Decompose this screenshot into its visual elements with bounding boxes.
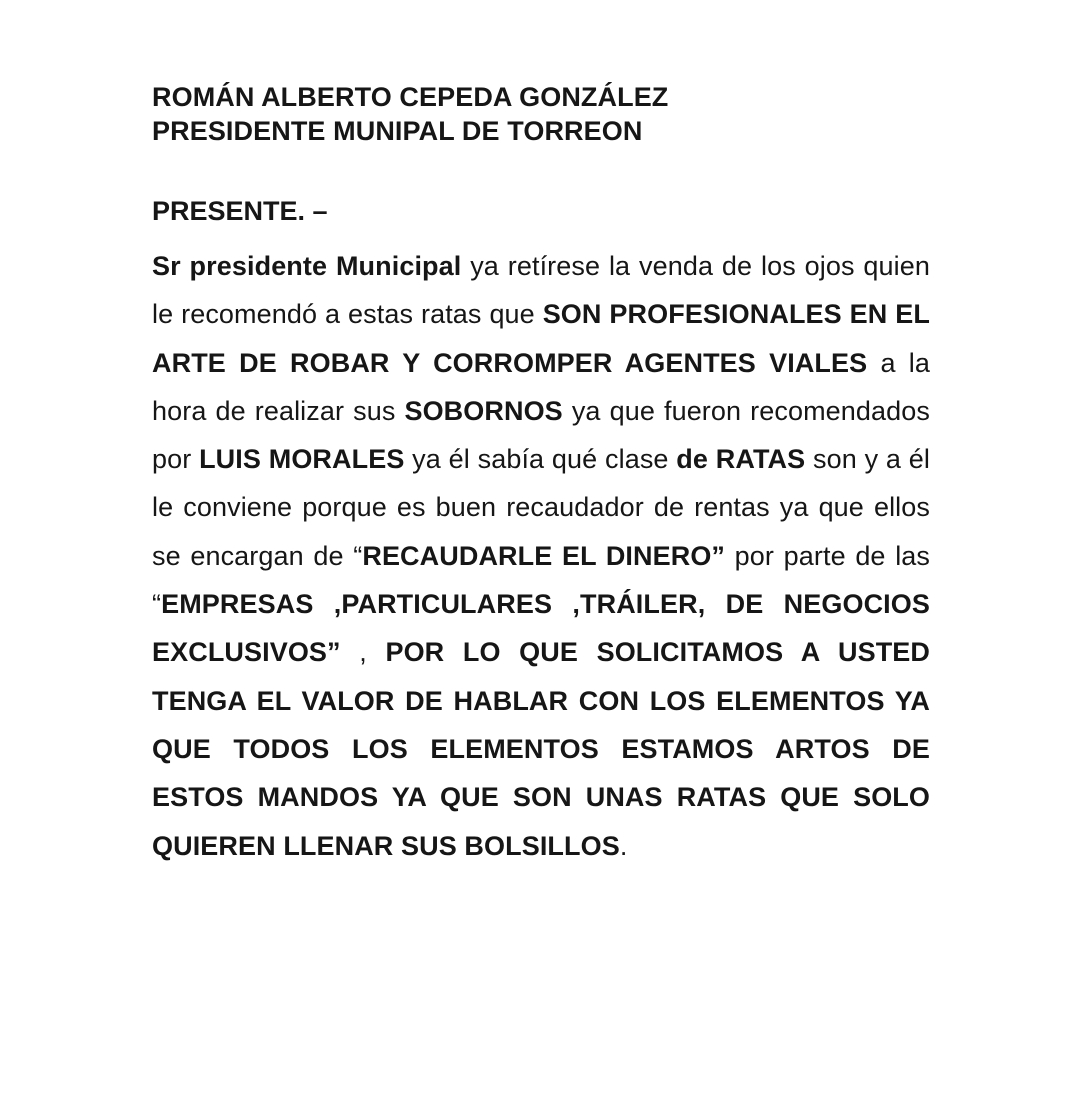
body-segment: por parte de las “ (152, 540, 931, 620)
letter-body (152, 242, 930, 870)
letter-header (152, 80, 930, 148)
body-segment: LUIS MORALES (199, 444, 405, 475)
body-segment: de RATAS (676, 444, 806, 475)
recipient-title: PRESIDENTE MUNIPAL DE TORREON (152, 116, 643, 146)
body-segment: , (340, 637, 386, 668)
body-segment: RECAUDARLE EL DINERO” (362, 540, 726, 571)
body-segment: a la hora de realizar sus (152, 347, 930, 426)
body-segment: Sr presidente Municipal (152, 251, 462, 281)
body-segment: EMPRESAS ,PARTICULARES ,TRÁILER, DE NEGOCIOS EXCLUSIVOS” (152, 589, 930, 668)
body-segment: ya retírese la venda de los ojos quien le recomendó a estas ratas que (152, 251, 930, 330)
letter-page (152, 80, 930, 870)
body-segment: ya él sabía qué clase (404, 444, 677, 475)
salutation: PRESENTE. – (152, 196, 328, 226)
body-segment: son y a él le conviene porque es buen recaudador de rentas ya que ellos se encargan de “ (152, 444, 931, 571)
body-segment: ya que fueron recomendados por (152, 395, 930, 475)
recipient-name: ROMÁN ALBERTO CEPEDA GONZÁLEZ (152, 82, 669, 112)
body-segment: POR LO QUE SOLICITAMOS A USTED TENGA EL VALOR DE HABLAR CON LOS ELEMENTOS YA QUE TODOS LOS ELEMENTOS ESTAMOS ARTOS DE ESTOS MANDOS YA QUE SON UNAS RATAS QUE SOLO QUIEREN LLENAR SUS BOLSILLOS (152, 637, 931, 861)
body-segment: . (619, 830, 628, 861)
body-segment: SOBORNOS (404, 395, 563, 426)
body-segment: SON PROFESIONALES EN EL ARTE DE ROBAR Y CORROMPER AGENTES VIALES (152, 299, 930, 378)
